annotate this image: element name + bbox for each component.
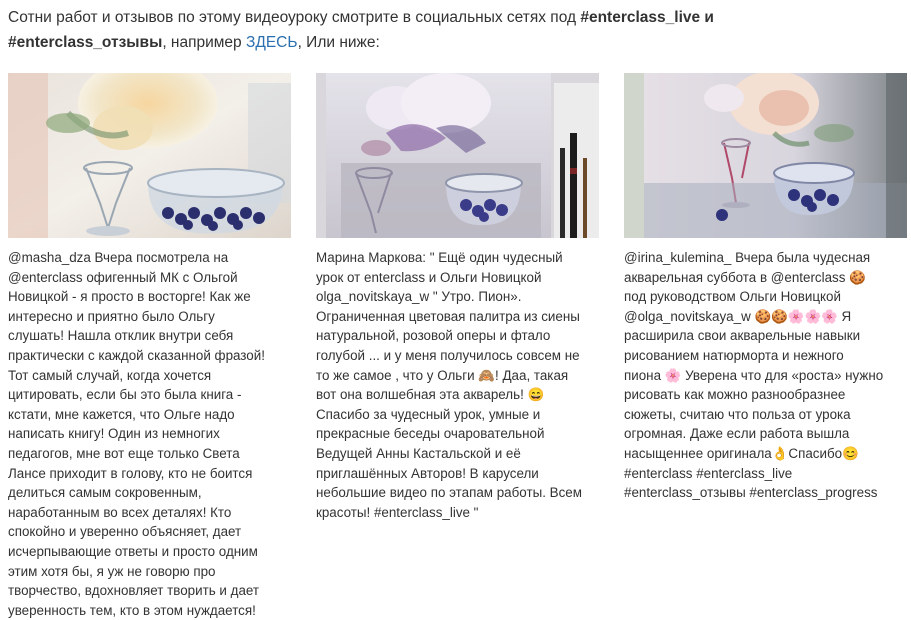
review-text: @irina_kulemina_ Вчера была чудесная акварельная суббота в @enterclass 🍪 под руководством Ольги Новицкой @olga_novitskaya_w 🍪🍪🌸🌸🌸 Я расширила свои акварельные навыки рисованием натюрморта и нежного пиона 🌸 Уверена что для «роста» нужно рисовать как можно разнообразнее сюжеты, считаю что польза от урока огромная. Даже если работа вышла насыщеннее оригинала👌Спасибо😊 #enterclass #enterclass_live #enterclass_отзывы #enterclass_progress xyxy=(624,250,884,501)
here-link[interactable]: ЗДЕСЬ xyxy=(245,34,298,51)
watercolor-painting-image xyxy=(316,73,599,238)
review-text: @masha_dza Вчера посмотрела на @enterclass офигенный МК с Ольгой Новицкой - я просто в восторге! Как же интересно и приятно было Ольгу слушать! Нашла отклик внутри себя практически с каждой сказанной фразой! Тот самый случай, когда хочется цитировать, если бы это была книга - кстати, мне кажется, что Ольге надо написать книгу! Один из немногих педагогов, мне вот еще только Света Лансе приходит в голову, кто не боится делиться самым сокровенным, наработанным во всех деталях! Кто спокойно и уверенно объясняет, дает исчерпывающие ответы и просто одним этим хотя бы, я уж не говорю про творчество, вдохновляет творить и дает уверенность тем, кто в этом нуждается! xyxy=(8,250,265,618)
intro-paragraph xyxy=(8,5,903,55)
hashtag-enterclass-otzyvy: #enterclass_отзывы xyxy=(8,34,163,51)
watercolor-painting-image xyxy=(8,73,291,238)
intro-text-start: Сотни работ и отзывов по этому видеоуроку смотрите в социальных сетях под xyxy=(8,9,581,26)
review-card xyxy=(316,73,599,522)
review-photo[interactable] xyxy=(624,73,907,238)
review-photo[interactable] xyxy=(8,73,291,238)
review-photo[interactable] xyxy=(316,73,599,238)
review-text: Марина Маркова: " Ещё один чудесный урок от enterclass и Ольги Новицкой olga_novitskaya_w " Утро. Пион». Ограниченная цветовая палитра из сиены натуральной, розовой оперы и фтало голубой ... и у меня получилось совсем не то же самое , что у Ольги 🙈! Даа, такая вот она волшебная эта акварель! 😄 Спасибо за чудесный урок, умные и прекрасные беседы очаровательной Ведущей Анны Кастальской и её приглашённых Авторов! В карусели небольшие видео по этапам работы. Всем красоты! #enterclass_live " xyxy=(316,250,582,520)
intro-and: и xyxy=(700,9,714,26)
hashtag-enterclass-live: #enterclass_live xyxy=(580,9,701,26)
review-card xyxy=(8,73,291,620)
review-card xyxy=(624,73,907,503)
intro-text-end: , Или ниже: xyxy=(297,34,380,51)
watercolor-painting-image xyxy=(624,73,907,238)
intro-text-mid: , например xyxy=(162,34,246,51)
